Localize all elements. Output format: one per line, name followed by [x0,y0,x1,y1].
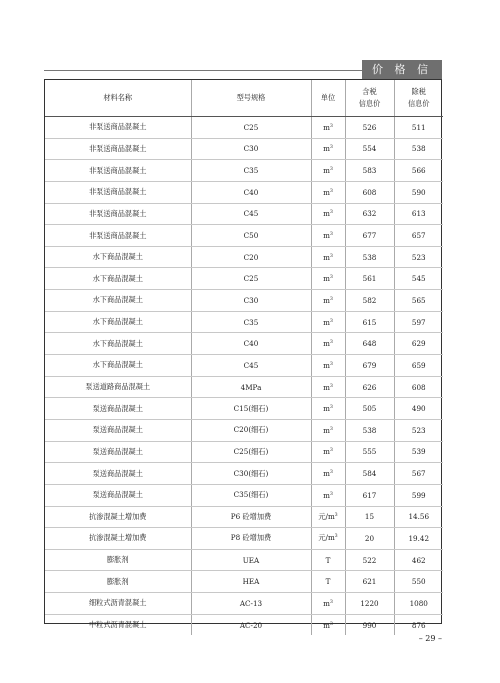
cell-unit [311,203,345,225]
table-row [45,441,443,463]
cell-tax-price: 554 [345,138,394,160]
table-row [45,246,443,268]
cell-name: 非泵送商品混凝土 [45,117,191,139]
cell-name: 膨胀剂 [45,571,191,593]
unit-exponent: 3 [329,275,333,281]
cell-spec: C30 [191,138,311,160]
cell-spec: P8 砼增加费 [191,528,311,550]
table-row [45,614,443,635]
unit-base: m [323,598,330,608]
unit-base: m [323,360,330,370]
cell-spec: C25 [191,117,311,139]
header-rule [44,70,362,71]
cell-tax-price: 583 [345,160,394,182]
cell-notax-price: 613 [394,203,443,225]
cell-notax-price: 1080 [394,593,443,615]
unit-base: m [323,404,330,414]
cell-unit [311,571,345,593]
table-row [45,398,443,420]
cell-notax-price: 523 [394,419,443,441]
col-header-tax-price [345,80,394,117]
cell-name: 泵送商品混凝土 [45,441,191,463]
unit-base: T [325,555,331,565]
unit-base: m [323,252,330,262]
cell-spec: C35 [191,311,311,333]
table-row [45,528,443,550]
cell-notax-price: 550 [394,571,443,593]
col-header-tax-line2: 信息价 [358,99,381,108]
cell-notax-price: 539 [394,441,443,463]
cell-tax-price: 1220 [345,593,394,615]
cell-tax-price: 584 [345,463,394,485]
section-title-banner: 价 格 信 息 [362,60,442,80]
cell-notax-price: 19.42 [394,528,443,550]
unit-base: T [325,577,331,587]
unit-exponent: 3 [329,253,333,259]
unit-base: m [323,425,330,435]
cell-tax-price: 615 [345,311,394,333]
unit-base: m [323,469,330,479]
table-row [45,463,443,485]
cell-tax-price: 990 [345,614,394,635]
cell-name: 水下商品混凝土 [45,290,191,312]
cell-name: 抗渗混凝土增加费 [45,528,191,550]
cell-name: 泵送商品混凝土 [45,463,191,485]
cell-notax-price: 14.56 [394,506,443,528]
cell-notax-price: 462 [394,549,443,571]
cell-notax-price: 567 [394,463,443,485]
unit-base: m [323,187,330,197]
table-row [45,290,443,312]
unit-base: m [323,144,330,154]
table-row [45,268,443,290]
cell-spec: C40 [191,333,311,355]
cell-spec: C20(细石) [191,419,311,441]
cell-spec: C25(细石) [191,441,311,463]
unit-exponent: 3 [329,599,333,605]
cell-notax-price: 490 [394,398,443,420]
cell-tax-price: 538 [345,419,394,441]
cell-tax-price: 621 [345,571,394,593]
page-number: – 29 – [418,634,442,643]
cell-tax-price: 632 [345,203,394,225]
cell-unit [311,117,345,139]
cell-unit [311,355,345,377]
cell-notax-price: 629 [394,333,443,355]
cell-unit [311,484,345,506]
unit-base: m [323,317,330,327]
cell-name: 抗渗混凝土增加费 [45,506,191,528]
cell-unit [311,441,345,463]
cell-spec: 4MPa [191,376,311,398]
table-row [45,355,443,377]
price-table-frame [44,79,442,630]
unit-exponent: 3 [329,426,333,432]
cell-tax-price: 582 [345,290,394,312]
table-row [45,160,443,182]
table-row [45,593,443,615]
cell-notax-price: 599 [394,484,443,506]
unit-exponent: 3 [329,491,333,497]
cell-name: 水下商品混凝土 [45,246,191,268]
unit-exponent: 3 [329,621,333,627]
col-header-unit: 单位 [311,80,345,117]
cell-tax-price: 677 [345,225,394,247]
cell-unit [311,225,345,247]
cell-notax-price: 876 [411,620,426,630]
table-row [45,225,443,247]
cell-notax-price: 608 [394,376,443,398]
cell-spec: C30 [191,290,311,312]
cell-notax-price: 538 [394,138,443,160]
unit-base: m [323,209,330,219]
cell-spec: C50 [191,225,311,247]
cell-name: 泵送商品混凝土 [45,419,191,441]
unit-base: m [323,122,330,132]
table-body [45,117,443,636]
cell-spec: C20 [191,246,311,268]
cell-unit [311,614,345,635]
unit-base: m [323,295,330,305]
cell-tax-price: 522 [345,549,394,571]
cell-name: 水下商品混凝土 [45,333,191,355]
col-header-spec: 型号规格 [191,80,311,117]
unit-exponent: 3 [329,318,333,324]
cell-unit [311,376,345,398]
cell-name: 非泵送商品混凝土 [45,225,191,247]
cell-name: 非泵送商品混凝土 [45,160,191,182]
cell-unit [311,593,345,615]
col-header-tax-line1: 含税 [362,87,377,96]
cell-tax-price: 679 [345,355,394,377]
cell-name: 水下商品混凝土 [45,311,191,333]
cell-tax-price: 15 [345,506,394,528]
cell-unit [311,549,345,571]
unit-base: m [323,274,330,284]
cell-unit [311,268,345,290]
unit-exponent: 3 [329,361,333,367]
cell-tax-price: 648 [345,333,394,355]
cell-tax-price: 555 [345,441,394,463]
cell-spec: C35(细石) [191,484,311,506]
unit-base: 元/m [318,533,335,543]
cell-unit [311,419,345,441]
unit-base: m [323,166,330,176]
cell-notax-price: 659 [394,355,443,377]
cell-tax-price: 561 [345,268,394,290]
cell-spec: C15(细石) [191,398,311,420]
cell-name: 细粒式沥青混凝土 [45,593,191,615]
cell-name: 膨胀剂 [45,549,191,571]
cell-name: 泵送商品混凝土 [45,484,191,506]
cell-unit [311,181,345,203]
unit-base: m [323,231,330,241]
cell-notax-price: 545 [394,268,443,290]
cell-name: 泵送道路商品混凝土 [45,376,191,398]
cell-notax-price: 597 [394,311,443,333]
unit-base: m [323,620,330,630]
cell-spec: C25 [191,268,311,290]
col-header-notax-line2: 信息价 [407,99,430,108]
cell-tax-price: 626 [345,376,394,398]
unit-exponent: 3 [329,188,333,194]
cell-name: 中粒式沥青混凝土 [45,614,191,635]
cell-unit [311,246,345,268]
cell-spec: C40 [191,181,311,203]
table-row [45,549,443,571]
cell-unit [311,333,345,355]
col-header-notax-price [394,80,443,117]
unit-exponent: 3 [329,123,333,129]
cell-unit [311,311,345,333]
cell-notax-price: 565 [394,290,443,312]
table-row [45,138,443,160]
cell-tax-price: 526 [345,117,394,139]
cell-spec: C30(细石) [191,463,311,485]
table-row [45,333,443,355]
table-row [45,571,443,593]
cell-notax-price: 523 [394,246,443,268]
table-row [45,419,443,441]
cell-unit [311,290,345,312]
col-header-name: 材料名称 [45,80,191,117]
cell-name: 非泵送商品混凝土 [45,203,191,225]
unit-base: 元/m [318,511,335,521]
unit-exponent: 3 [329,232,333,238]
price-table [45,80,443,635]
unit-exponent: 3 [329,383,333,389]
unit-base: m [323,447,330,457]
cell-unit [311,398,345,420]
col-header-notax-line1: 除税 [411,87,426,96]
table-row [45,181,443,203]
cell-notax-price: 590 [394,181,443,203]
unit-exponent: 3 [329,145,333,151]
cell-notax-price: 566 [394,160,443,182]
unit-base: m [323,382,330,392]
unit-exponent: 3 [329,340,333,346]
cell-tax-price: 20 [345,528,394,550]
cell-spec: C35 [191,160,311,182]
table-row [45,506,443,528]
cell-spec: AC-20 [191,614,311,635]
cell-name: 非泵送商品混凝土 [45,181,191,203]
cell-name: 泵送商品混凝土 [45,398,191,420]
cell-spec: C45 [191,355,311,377]
cell-tax-price: 505 [345,398,394,420]
cell-spec: HEA [191,571,311,593]
unit-exponent: 3 [329,470,333,476]
unit-base: m [323,490,330,500]
cell-name: 水下商品混凝土 [45,268,191,290]
unit-exponent: 3 [329,296,333,302]
cell-tax-price: 608 [345,181,394,203]
cell-spec: C45 [191,203,311,225]
cell-spec: P6 砼增加费 [191,506,311,528]
cell-name: 水下商品混凝土 [45,355,191,377]
cell-tax-price: 617 [345,484,394,506]
unit-exponent: 3 [329,210,333,216]
unit-base: m [323,339,330,349]
table-row [45,203,443,225]
cell-unit [311,160,345,182]
cell-notax-price: 657 [394,225,443,247]
unit-exponent: 3 [334,534,338,540]
cell-spec: AC-13 [191,593,311,615]
cell-tax-price: 538 [345,246,394,268]
cell-spec: UEA [191,549,311,571]
table-row [45,376,443,398]
table-header-row [45,80,443,117]
unit-exponent: 3 [329,167,333,173]
cell-notax-price: 511 [394,117,443,139]
cell-unit [311,463,345,485]
table-row [45,484,443,506]
unit-exponent: 3 [329,448,333,454]
cell-name: 非泵送商品混凝土 [45,138,191,160]
unit-exponent: 3 [334,512,338,518]
unit-exponent: 3 [329,405,333,411]
table-row [45,311,443,333]
cell-unit [311,506,345,528]
cell-unit [311,138,345,160]
table-row [45,117,443,139]
cell-unit [311,528,345,550]
